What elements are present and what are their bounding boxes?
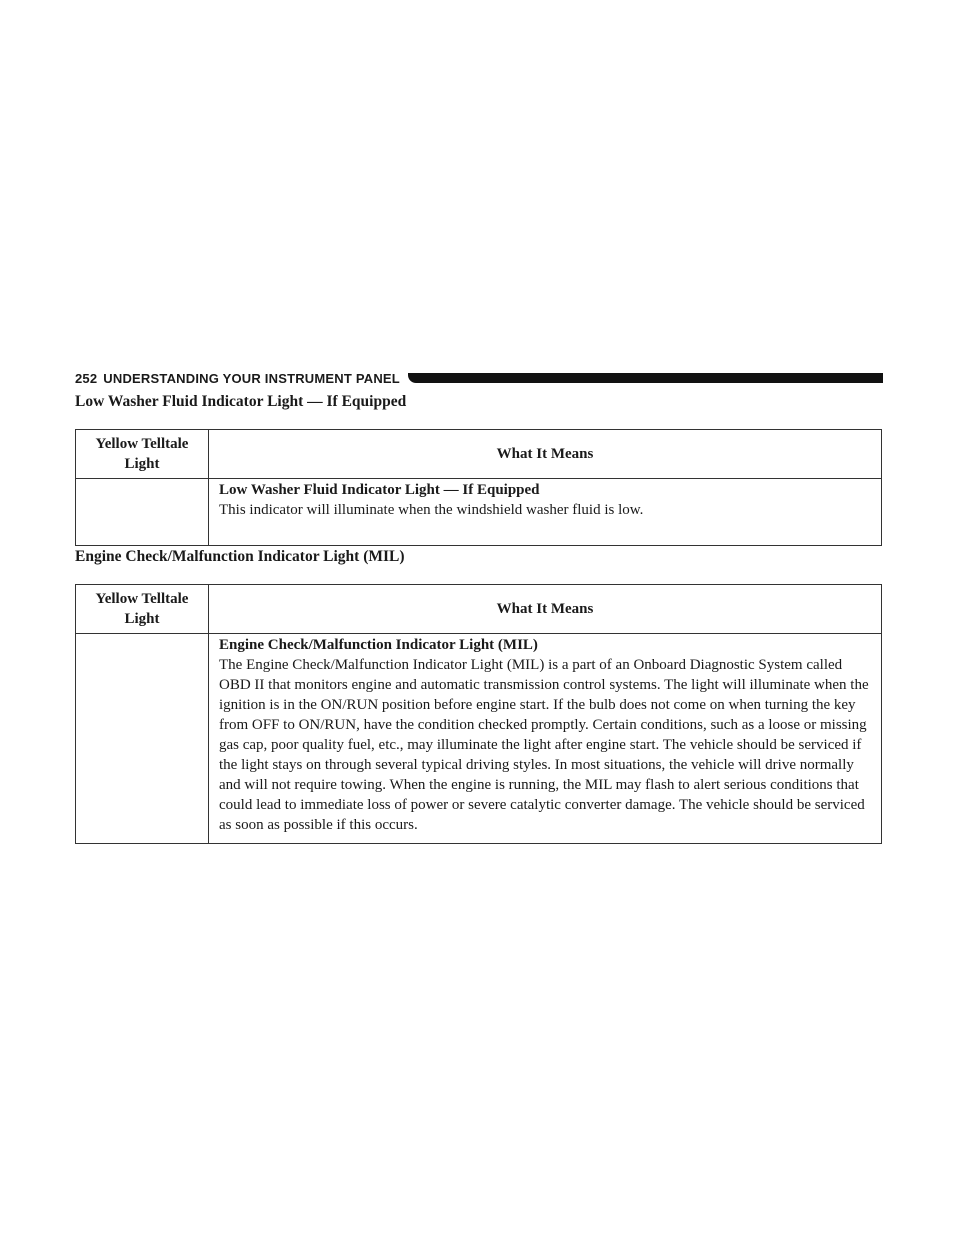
column-header-light: Yellow Telltale Light <box>76 430 209 479</box>
table-row <box>76 634 882 844</box>
table-mil <box>75 584 882 844</box>
column-header-meaning: What It Means <box>209 430 882 479</box>
page-number: 252 <box>75 370 98 386</box>
table-washer-fluid <box>75 429 882 546</box>
row-title: Engine Check/Malfunction Indicator Light (MIL) <box>219 637 538 653</box>
header-rule <box>408 373 883 383</box>
telltale-icon-cell <box>76 634 209 844</box>
table-header-row <box>76 430 882 479</box>
running-section-title: UNDERSTANDING YOUR INSTRUMENT PANEL <box>103 370 400 386</box>
row-title: Low Washer Fluid Indicator Light — If Equipped <box>219 482 540 498</box>
section-heading-mil: Engine Check/Malfunction Indicator Light (MIL) <box>75 548 405 565</box>
table-row <box>76 479 882 546</box>
row-body: This indicator will illuminate when the windshield washer fluid is low. <box>219 502 644 518</box>
section-heading-washer-fluid: Low Washer Fluid Indicator Light — If Equipped <box>75 393 407 410</box>
running-header <box>75 370 883 386</box>
row-body: The Engine Check/Malfunction Indicator Light (MIL) is a part of an Onboard Diagnostic System called OBD II that monitors engine and automatic transmission control systems. The light will illuminate when the ignition is in the ON/RUN position before engine start. If the bulb does not come on when turning the key from OFF to ON/RUN, have the condition checked promptly. Certain conditions, such as a loose or missing gas cap, poor quality fuel, etc., may illuminate the light after engine start. The vehicle should be serviced if the light stays on through several typical driving styles. In most situations, the vehicle will drive normally and will not require towing. When the engine is running, the MIL may flash to alert serious conditions that could lead to immediate loss of power or severe catalytic converter damage. The vehicle should be serviced as soon as possible if this occurs. <box>219 657 869 833</box>
description-cell <box>209 479 882 546</box>
table-header-row <box>76 585 882 634</box>
column-header-meaning: What It Means <box>209 585 882 634</box>
description-cell <box>209 634 882 844</box>
telltale-icon-cell <box>76 479 209 546</box>
column-header-light: Yellow Telltale Light <box>76 585 209 634</box>
